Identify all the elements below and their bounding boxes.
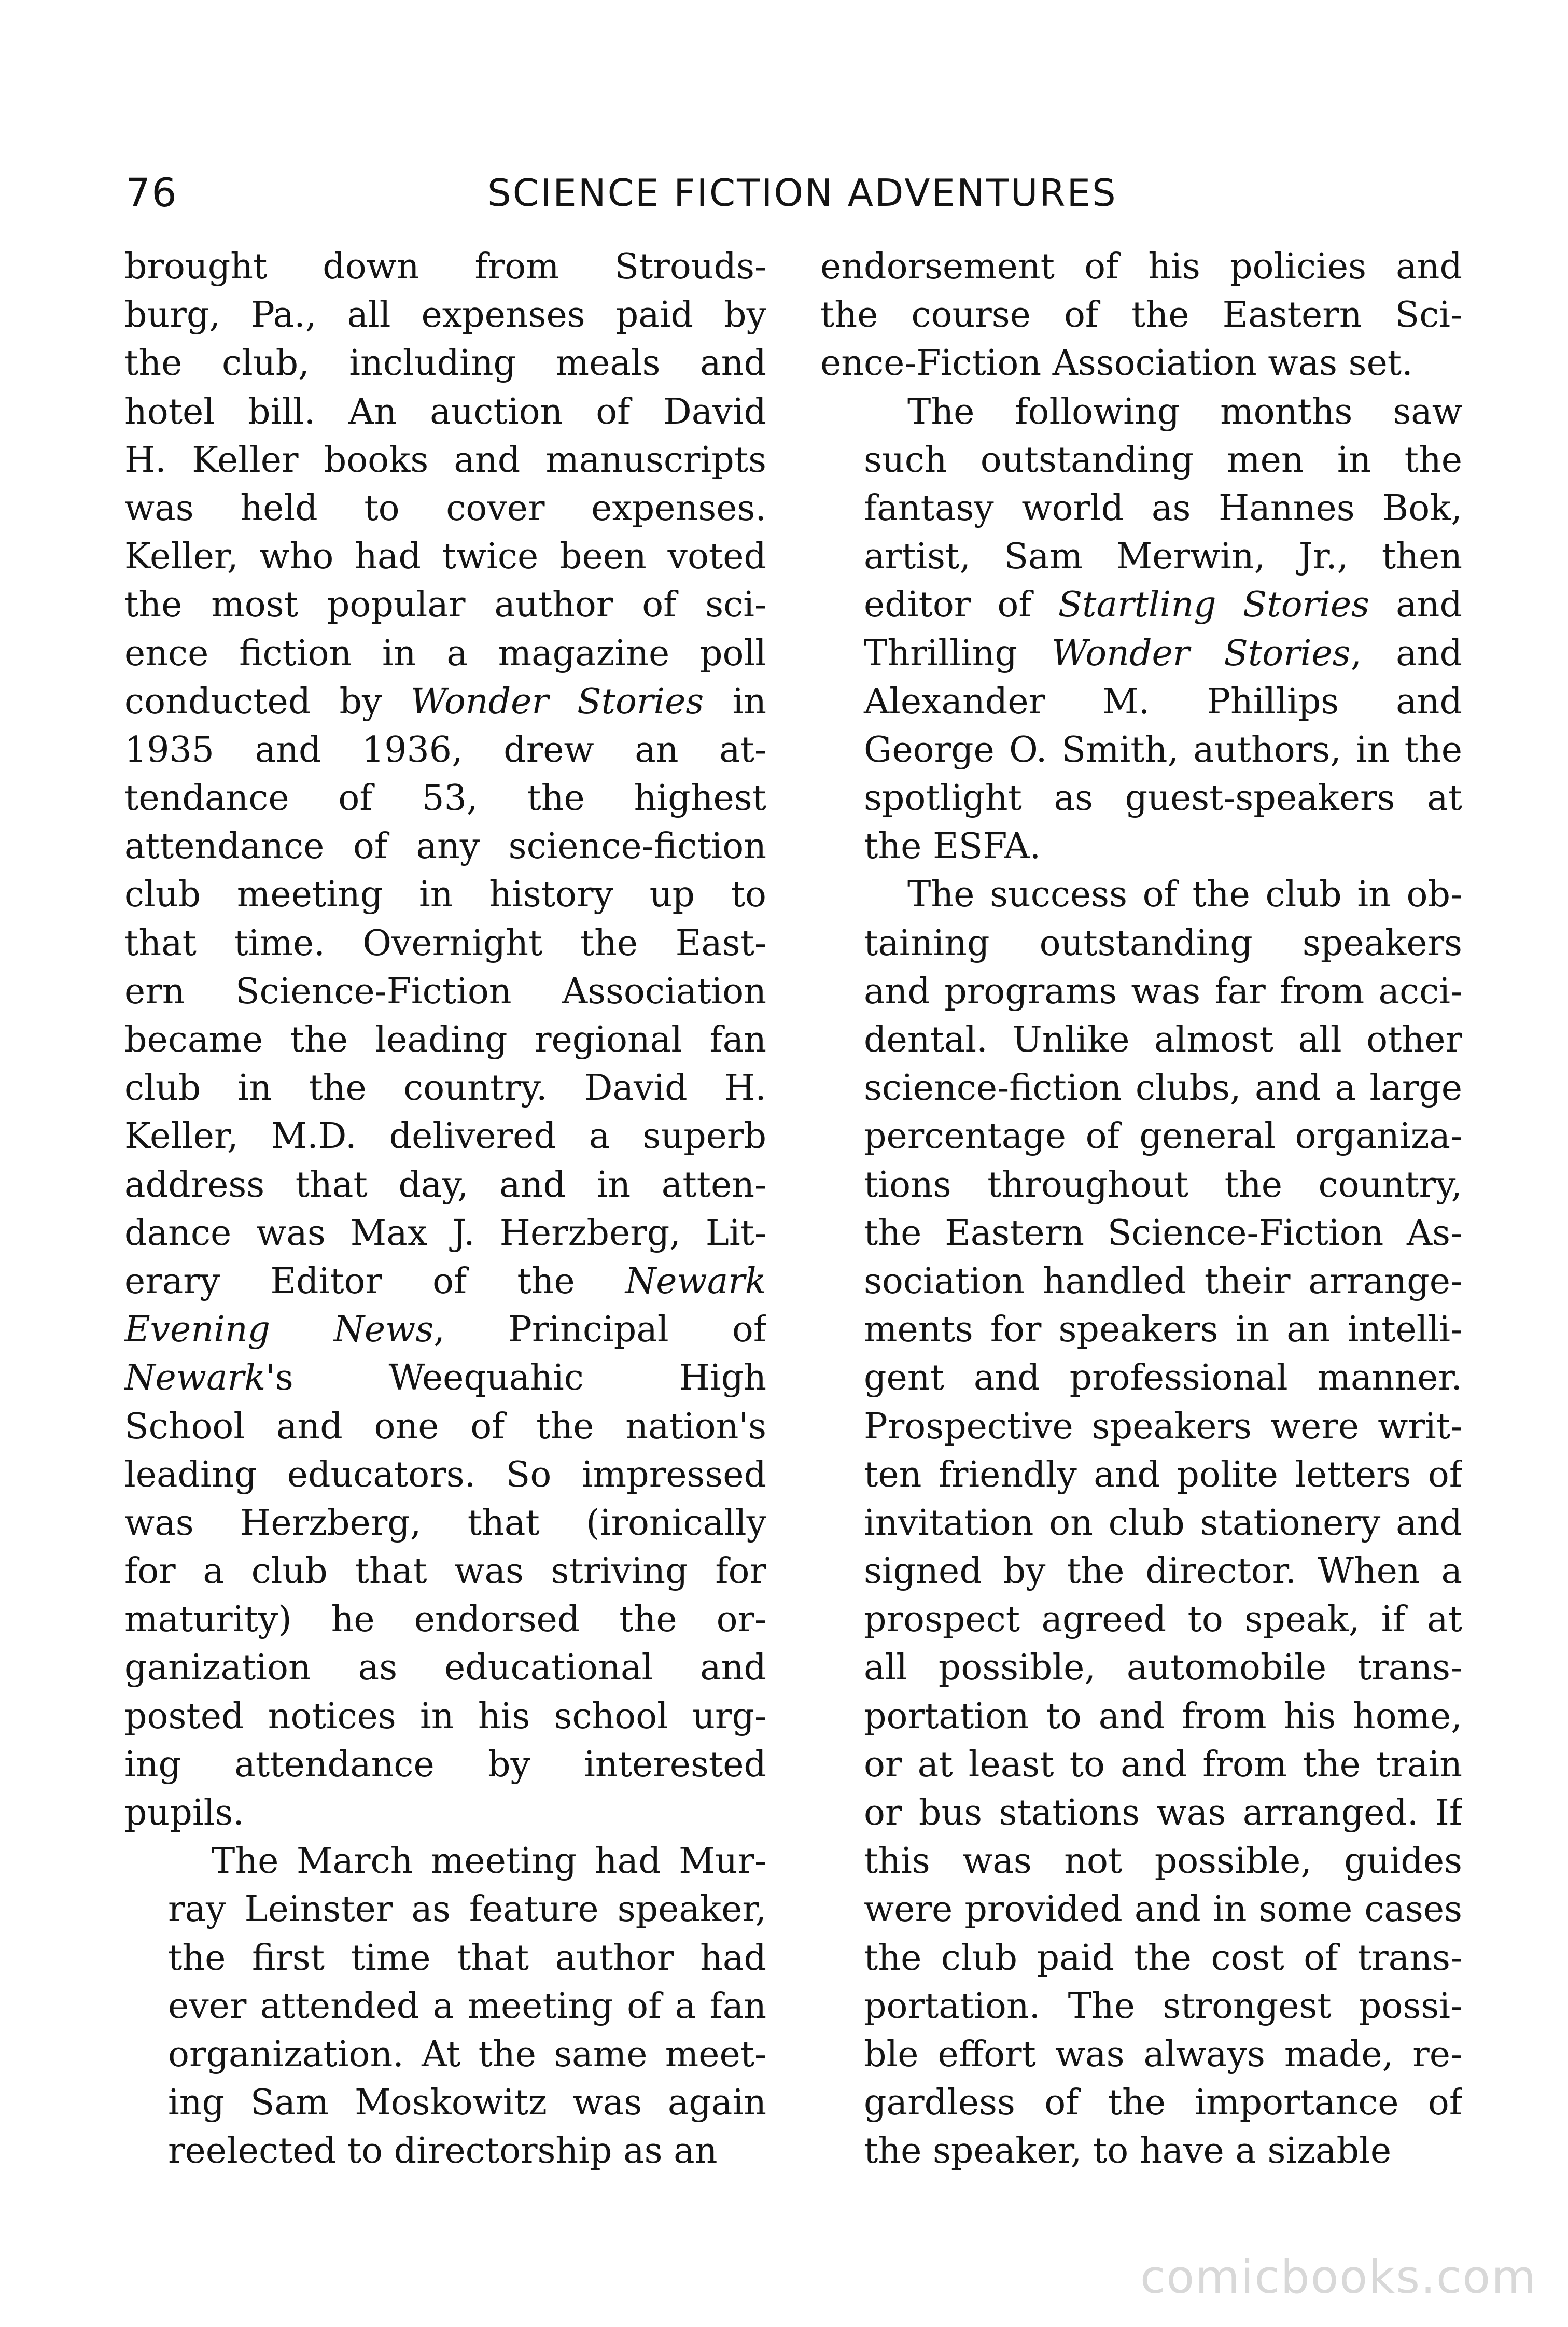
text-line: that time. Overnight the East- [124,922,766,964]
text-line: ence fiction in a magazine poll [124,633,766,674]
text-line: address that day, and in atten- [124,1164,766,1205]
text-line: dental. Unlike almost all other [864,1019,1462,1060]
text-line: Keller, M.D. delivered a superb [124,1116,766,1157]
text-line: leading educators. So impressed [124,1454,766,1495]
text-line: all possible, automobile trans- [864,1647,1462,1689]
text-line: portation to and from his home, [864,1695,1462,1737]
text-line: was Herzberg, that (ironically [124,1502,766,1544]
text-line: tions throughout the country, [864,1164,1462,1205]
text-line: the club paid the cost of trans- [864,1937,1462,1979]
text-line: the club, including meals and [124,343,766,384]
text-line: and programs was far from acci- [864,971,1462,1012]
text-line: the course of the Eastern Sci- [820,295,1462,336]
text-line: ern Science-Fiction Association [124,971,766,1012]
text-line: The March meeting had Mur- [212,1841,766,1882]
text-line: 1935 and 1936, drew an at- [124,729,766,770]
text-line: club meeting in history up to [124,874,766,916]
text-line: was held to cover expenses. [124,487,766,529]
text-line: ing Sam Moskowitz was again [168,2082,766,2124]
text-line: signed by the director. When a [864,1551,1462,1592]
text-line: Thrilling Wonder Stories, and [864,633,1462,674]
text-line: portation. The strongest possi- [864,1985,1462,2027]
text-line: maturity) he endorsed the or- [124,1599,766,1641]
text-line: erary Editor of the Newark [124,1260,766,1302]
text-line: conducted by Wonder Stories in [124,681,766,722]
paragraph [820,388,1462,871]
text-line: the speaker, to have a sizable [864,2130,1392,2172]
text-line: ray Leinster as feature speaker, [168,1889,766,1930]
text-line: Prospective speakers were writ- [864,1406,1462,1447]
text-line: organization. At the same meet- [168,2034,766,2075]
text-line: prospect agreed to speak, if at [864,1599,1462,1641]
page-number: 76 [125,170,178,216]
text-line: artist, Sam Merwin, Jr., then [864,536,1462,578]
text-line: such outstanding men in the [864,439,1462,481]
text-line: the Eastern Science-Fiction As- [864,1212,1462,1254]
text-line: percentage of general organiza- [864,1116,1462,1157]
watermark: comicbooks.com [1140,2250,1537,2304]
running-head: SCIENCE FICTION ADVENTURES [487,171,1117,215]
text-line: attendance of any science-fiction [124,826,766,867]
text-line: reelected to directorship as an [168,2130,718,2172]
text-line: Alexander M. Phillips and [864,681,1462,722]
text-line: dance was Max J. Herzberg, Lit- [124,1212,766,1254]
text-line: The success of the club in ob- [907,874,1462,916]
text-line: George O. Smith, authors, in the [864,729,1462,770]
text-line: science-fiction clubs, and a large [864,1068,1462,1109]
text-line: posted notices in his school urg- [124,1695,766,1737]
right-column [820,243,1462,2176]
text-line: pupils. [124,1792,244,1833]
text-line: invitation on club stationery and [864,1502,1462,1544]
text-line: ganization as educational and [124,1647,766,1689]
text-line: spotlight as guest-speakers at [864,778,1462,819]
text-line: sociation handled their arrange- [864,1260,1462,1302]
text-line: for a club that was striving for [124,1551,766,1592]
text-line: gardless of the importance of [864,2082,1462,2124]
paragraph [820,243,1462,388]
text-line: Evening News, Principal of [124,1309,766,1351]
text-line: club in the country. David H. [124,1068,766,1109]
text-line: fantasy world as Hannes Bok, [864,487,1462,529]
text-line: School and one of the nation's [124,1406,766,1447]
text-line: the first time that author had [168,1937,766,1979]
paragraph [124,243,766,1837]
text-line: endorsement of his policies and [820,246,1462,287]
text-line: burg, Pa., all expenses paid by [124,295,766,336]
text-line: tendance of 53, the highest [124,778,766,819]
text-line: Keller, who had twice been voted [124,536,766,578]
paragraph [124,1837,766,2175]
text-line: hotel bill. An auction of David [124,391,766,432]
text-line: became the leading regional fan [124,1019,766,1060]
text-line: ence-Fiction Association was set. [820,343,1413,384]
text-line: editor of Startling Stories and [864,584,1462,626]
text-line: Newark's Weequahic High [124,1357,766,1399]
text-line: brought down from Strouds- [124,246,766,287]
paragraph [820,871,1462,2175]
text-line: or bus stations was arranged. If [864,1792,1462,1833]
text-line: ing attendance by interested [124,1744,766,1785]
text-line: were provided and in some cases [864,1889,1462,1930]
page-header [0,167,1568,219]
text-line: the ESFA. [864,826,1041,867]
text-line: ever attended a meeting of a fan [168,1985,766,2027]
text-line: gent and professional manner. [864,1357,1462,1399]
text-line: The following months saw [907,391,1462,432]
text-line: taining outstanding speakers [864,922,1462,964]
text-line: H. Keller books and manuscripts [124,439,766,481]
text-line: ble effort was always made, re- [864,2034,1462,2075]
text-line: ments for speakers in an intelli- [864,1309,1462,1351]
text-line: the most popular author of sci- [124,584,766,626]
text-line: this was not possible, guides [864,1841,1462,1882]
left-column [124,243,766,2176]
text-line: ten friendly and polite letters of [864,1454,1462,1495]
text-line: or at least to and from the train [864,1744,1462,1785]
